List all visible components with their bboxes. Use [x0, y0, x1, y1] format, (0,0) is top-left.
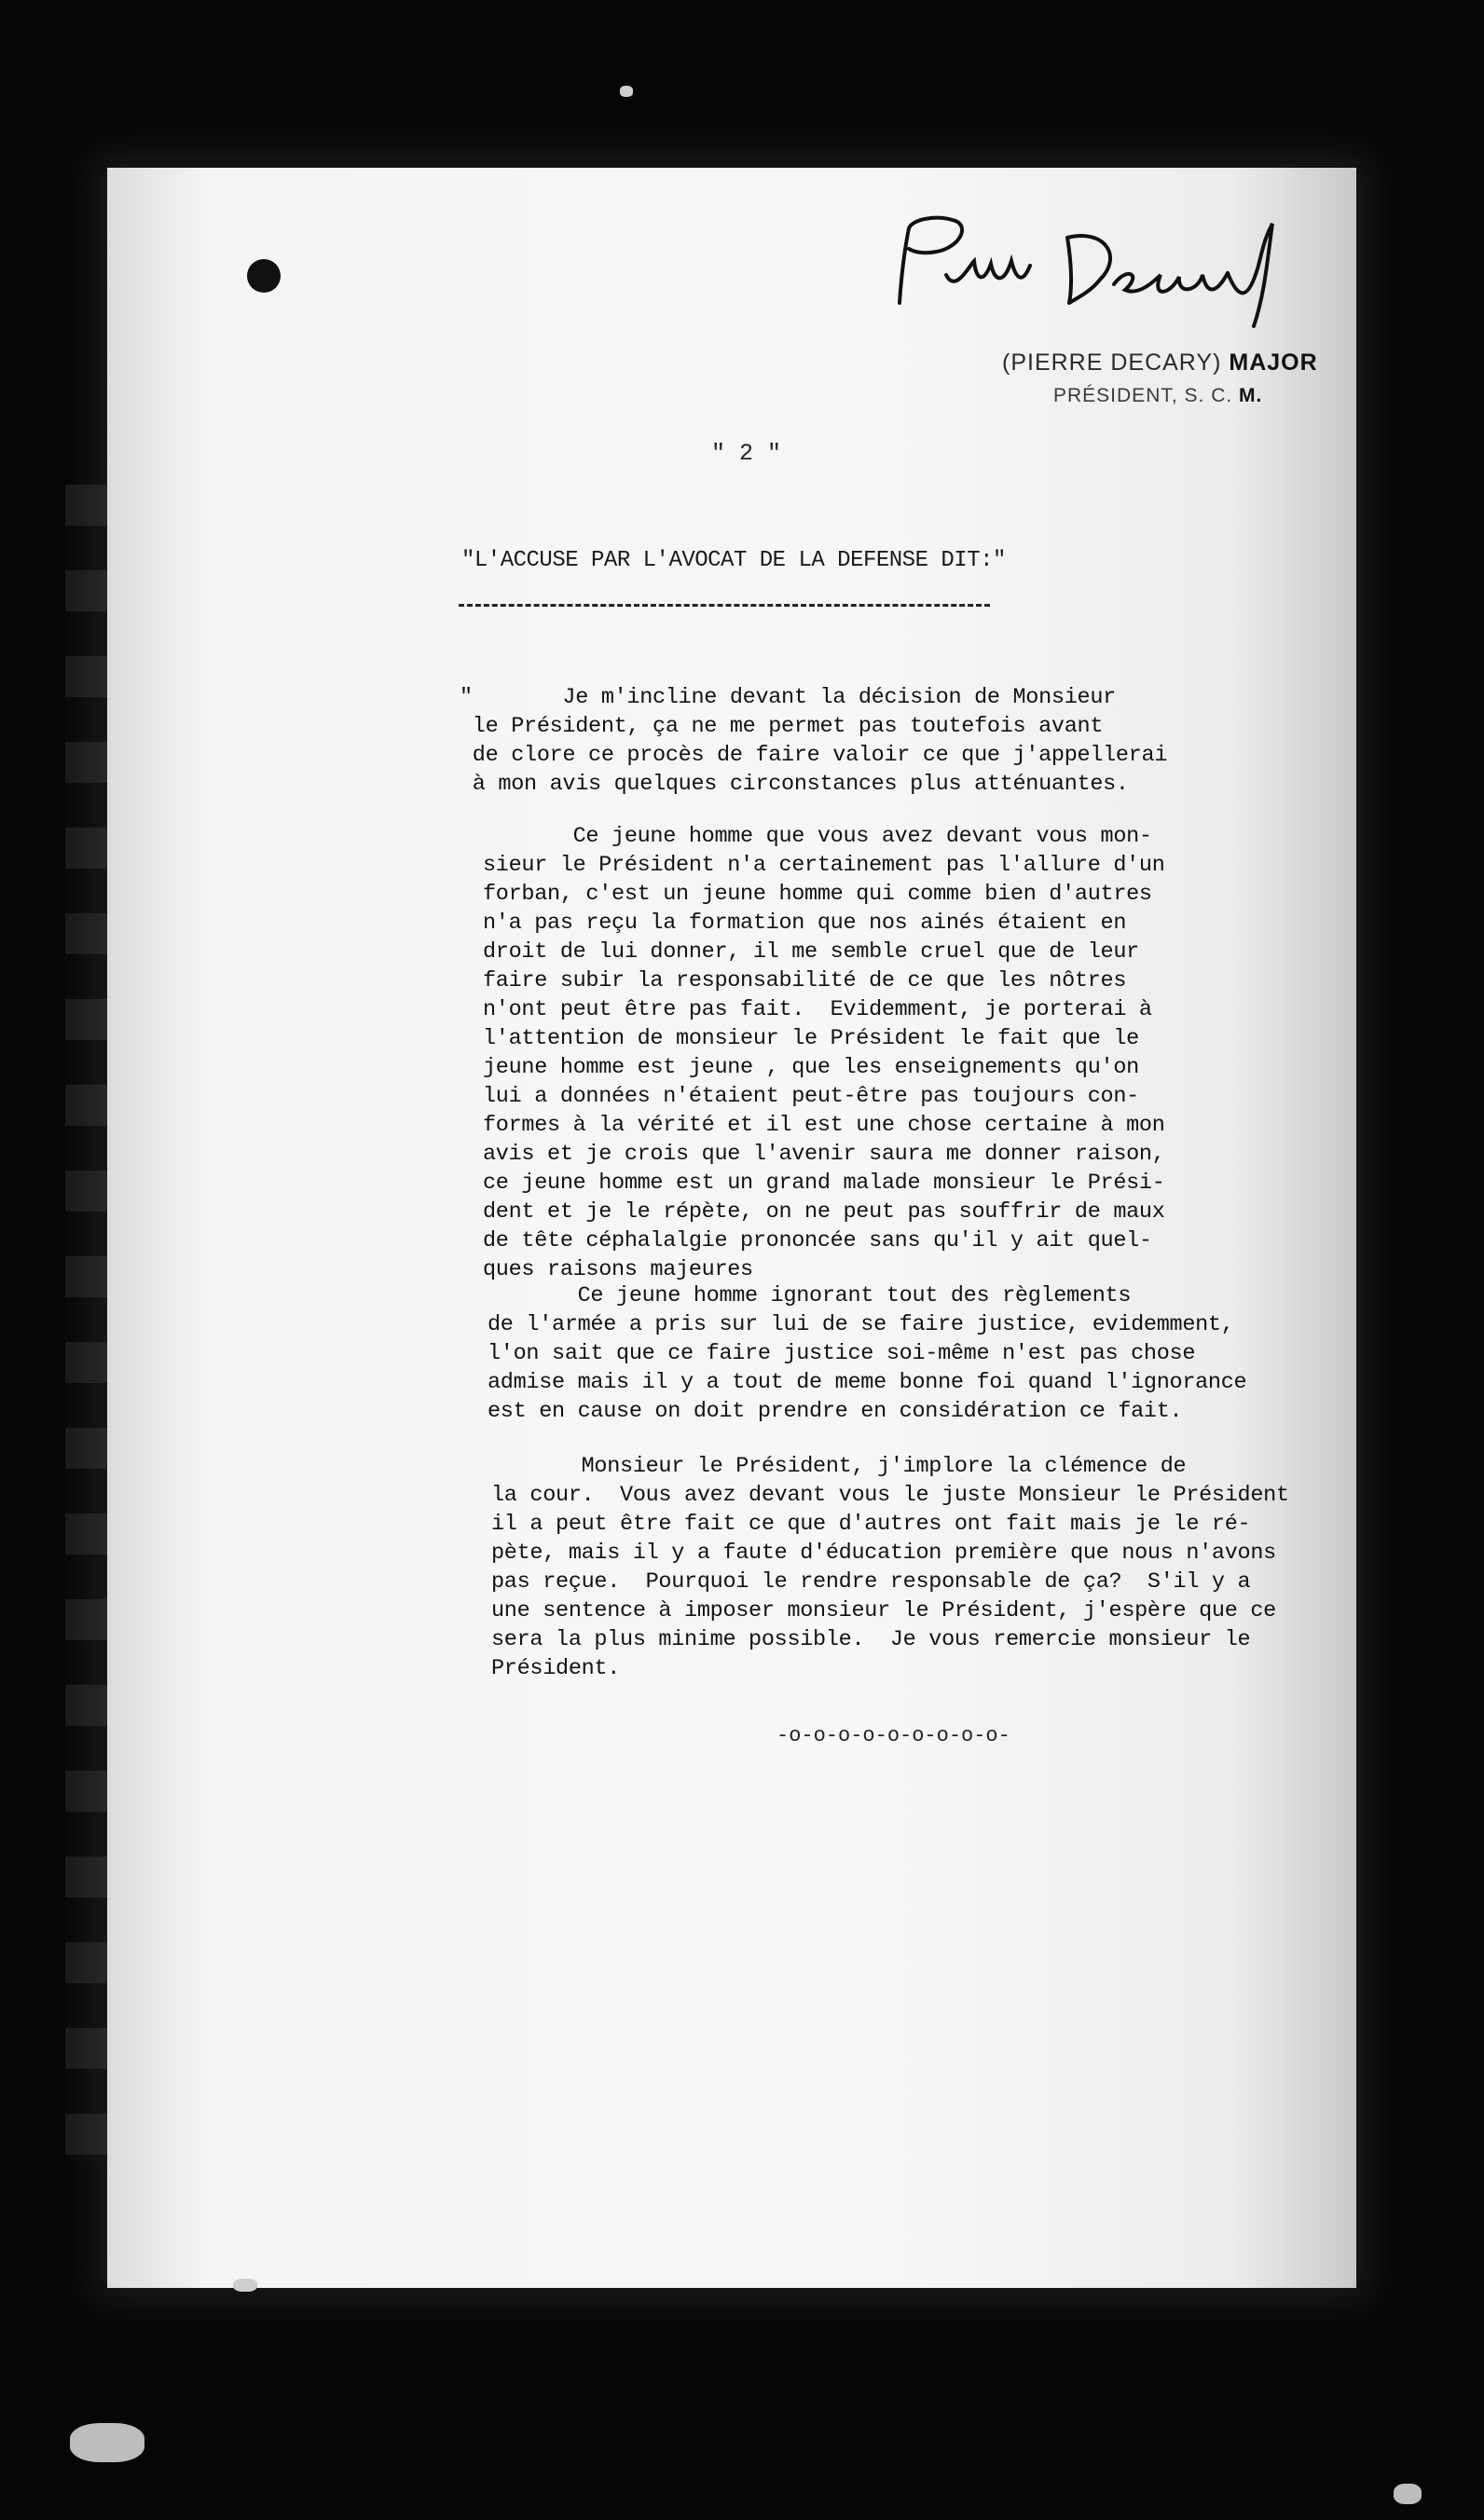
- stamp-title-text: PRÉSIDENT, S. C.: [1053, 385, 1233, 406]
- document-page: [107, 168, 1356, 2288]
- handwritten-signature: [881, 210, 1328, 331]
- paragraph-2: Ce jeune homme que vous avez devant vous mon- sieur le Président n'a certainement pas l'allure d'un forban, c'est un jeune homme qui comme bien d'autres n'a pas reçu la formation que nos ainés étaient en droit de lui donner, il me semble cruel que de leur faire subir la responsabilité de ce que les nôtres n'ont peut être pas fait. Evidemment, je porterai à l'attention de monsieur le Président le fait que le jeune homme est jeune , que les enseignements qu'on lui a données n'étaient peut-être pas toujours con- formes à la vérité et il est une chose certaine à mon avis et je crois que l'avenir saura me donner raison, ce jeune homme est un grand malade monsieur le Prési- dent et je le répète, on ne peut pas souffrir de maux de tête céphalalgie prononcée sans qu'il y ait quel- ques raisons majeures: [483, 824, 1165, 1282]
- signature-block: [881, 210, 1328, 424]
- stamp-name-text: (PIERRE DECARY): [1002, 349, 1222, 376]
- page-number: " 2 ": [711, 440, 782, 467]
- film-sprocket-strip: [65, 485, 108, 2162]
- film-speck: [70, 2423, 144, 2462]
- film-speck: [1394, 2484, 1422, 2504]
- paragraph-3: Ce jeune homme ignorant tout des règlements de l'armée a pris sur lui de se faire justice, evidemment, l'on sait que ce faire justice soi-même n'est pas chose admise mais il y a tout de meme bonne foi quand l'ignorance est en cause on doit prendre en considération ce fait.: [488, 1283, 1247, 1424]
- film-speck: [620, 86, 633, 97]
- punch-hole: [247, 259, 281, 293]
- stamp-rank: MAJOR: [1229, 349, 1318, 376]
- section-heading: "L'ACCUSE PAR L'AVOCAT DE LA DEFENSE DIT:": [461, 548, 1006, 573]
- stamp-title-suffix: M.: [1239, 385, 1263, 406]
- signature-stamp-name: [1002, 349, 1318, 377]
- closing-separator: -o-o-o-o-o-o-o-o-o-: [776, 1724, 1010, 1747]
- paragraph-4: Monsieur le Président, j'implore la clémence de la cour. Vous avez devant vous le juste Monsieur le Président il a peut être fait ce que d'autres ont fait mais je le ré- pète, mais il y a faute d'éducation première que nous n'avons pas reçue. Pourquoi le rendre responsable de ça? S'il y a une sentence à imposer monsieur le Président, j'espère que ce sera la plus minime possible. Je vous remercie monsieur le Président.: [491, 1454, 1289, 1681]
- signature-stamp-title: [1053, 385, 1262, 407]
- paragraph-1: " Je m'incline devant la décision de Monsieur le Président, ça ne me permet pas toutefois avant de clore ce procès de faire valoir ce que j'appellerai à mon avis quelques circonstances plus atténuantes.: [460, 685, 1168, 797]
- film-speck: [233, 2279, 257, 2292]
- heading-underline: [459, 604, 990, 607]
